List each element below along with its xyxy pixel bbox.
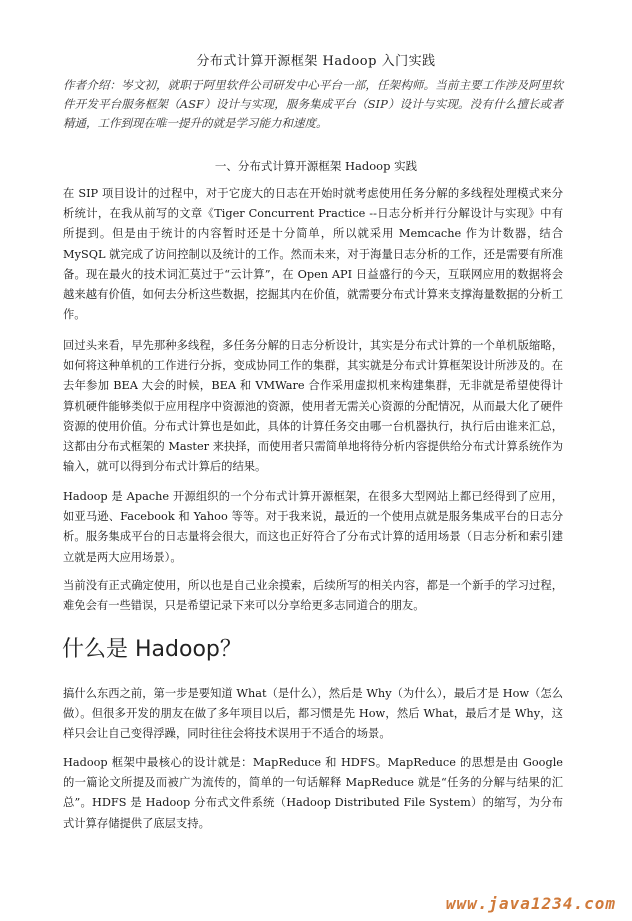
paragraph-sip-logs: 在 SIP 项目设计的过程中，对于它庞大的日志在开始时就考虑使用任务分解的多线程处理模式来分析统计，在我从前写的文章《Tiger Concurrent Practice --日志分析并行分解设计与实现》中有所提到。但是由于统计的内容暂时还是十分简单，所以就采用 Memcache 作为计数器，结合 MySQL 就完成了访问控制以及统计的工作。然而未来，对于海量日志分析的工作，还是需要有所准备。现在最火的技术词汇莫过于“云计算”，在 Open API 日益盛行的今天，互联网应用的数据将会越来越有价值，如何去分析这些数据，挖掘其内在价值，就需要分布式计算来支撑海量数据的分析工作。 (63, 187, 563, 322)
paragraph-hadoop-apache: Hadoop 是 Apache 开源组织的一个分布式计算开源框架，在很多大型网站上都已经得到了应用，如亚马逊、Facebook 和 Yahoo 等等。对于我来说，最近的一个使用点就是服务集成平台的日志分析。服务集成平台的日志量将会很大，而这也正好符合了分布式计算的适用场景（日志分析和索引建立就是两大应用场景）。 (63, 490, 563, 564)
paragraph-learning-note: 当前没有正式确定使用，所以也是自己业余摸索，后续所写的相关内容，都是一个新手的学习过程，难免会有一些错误，只是希望记录下来可以分享给更多志同道合的朋友。 (63, 579, 563, 613)
author-intro: 作者介绍：岑文初，就职于阿里软件公司研发中心平台一部，任架构师。当前主要工作涉及阿里软件开发平台服务框架（ASF）设计与实现，服务集成平台（SIP）设计与实现。没有什么擅长或者精通，工作到现在唯一提升的就是学习能力和速度。 (63, 78, 563, 130)
paragraph-mapreduce-hdfs: Hadoop 框架中最核心的设计就是：MapReduce 和 HDFS。MapReduce 的思想是由 Google 的一篇论文所提及而被广为流传的，简单的一句话解释 MapReduce 就是“任务的分解与结果的汇总”。HDFS 是 Hadoop 分布式文件系统（Hadoop Distributed File System）的缩写，为分布式计算存储提供了底层支持。 (63, 756, 563, 830)
site-watermark: www.java1234.com (445, 894, 616, 913)
section-heading: 一、分布式计算开源框架 Hadoop 实践 (214, 159, 418, 173)
what-is-hadoop-heading: 什么是 Hadoop？ (62, 637, 242, 662)
paragraph-what-why-how: 搞什么东西之前，第一步是要知道 What（是什么），然后是 Why（为什么），最后才是 How（怎么做）。但很多开发的朋友在做了多年项目以后，都习惯是先 How，然后 What，最后才是 Why，这样只会让自己变得浮躁，同时往往会将技术误用于不适合的场景。 (63, 687, 563, 741)
paragraph-distributed-design: 回过头来看，早先那种多线程，多任务分解的日志分析设计，其实是分布式计算的一个单机版缩略，如何将这种单机的工作进行分拆，变成协同工作的集群，其实就是分布式计算框架设计所涉及的。在去年参加 BEA 大会的时候，BEA 和 VMWare 合作采用虚拟机来构建集群，无非就是希望使得计算机硬件能够类似于应用程序中资源池的资源，使用者无需关心资源的分配情况，从而最大化了硬件资源的使用价值。分布式计算也是如此，具体的计算任务交由哪一台机器执行，执行后由谁来汇总，这都由分布式框架的 Master 来抉择，而使用者只需简单地将待分析内容提供给分布式计算系统作为输入，就可以得到分布式计算后的结果。 (63, 339, 563, 474)
document-title: 分布式计算开源框架 Hadoop 入门实践 (196, 54, 436, 69)
